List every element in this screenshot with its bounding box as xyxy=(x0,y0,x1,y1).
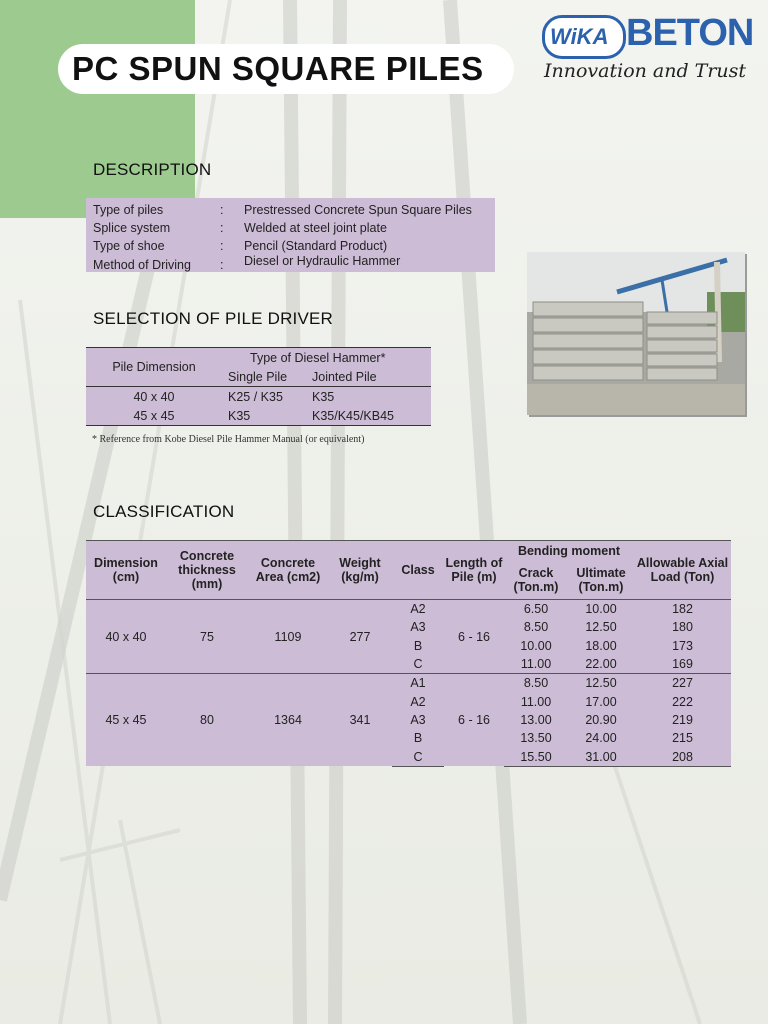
cell-crack: 13.00 xyxy=(504,711,568,729)
page-title: PC SPUN SQUARE PILES xyxy=(72,50,484,87)
driver-col-single: Single Pile xyxy=(228,369,288,384)
cell-area: 1109 xyxy=(248,600,328,674)
stacked-piles-photo xyxy=(527,252,745,415)
cell-ultimate: 31.00 xyxy=(568,747,634,766)
header-ultimate: Ultimate (Ton.m) xyxy=(568,561,634,600)
driver-col-dimension: Pile Dimension xyxy=(86,348,222,387)
cell-crack: 13.50 xyxy=(504,729,568,747)
description-sep: : xyxy=(220,258,224,272)
cell-crack: 10.00 xyxy=(504,637,568,655)
cell-area: 1364 xyxy=(248,674,328,766)
driver-row xyxy=(86,406,431,426)
driver-cell-jointed: K35 xyxy=(309,387,431,407)
cell-axial: 180 xyxy=(634,618,731,636)
cell-ultimate: 10.00 xyxy=(568,600,634,619)
classification-header-row xyxy=(86,541,731,562)
cell-axial: 169 xyxy=(634,655,731,674)
cell-class: A3 xyxy=(392,711,444,729)
cell-ultimate: 20.90 xyxy=(568,711,634,729)
cell-length: 6 - 16 xyxy=(444,600,504,674)
table-row xyxy=(86,674,731,693)
cell-ultimate: 12.50 xyxy=(568,618,634,636)
description-sep: : xyxy=(220,221,224,235)
stacked-piles-image xyxy=(527,252,745,415)
header-axial: Allowable Axial Load (Ton) xyxy=(634,541,731,600)
driver-col-type: Type of Diesel Hammer* xyxy=(222,348,431,368)
logo-tagline: Innovation and Trust xyxy=(544,60,747,82)
section-title-classification: CLASSIFICATION xyxy=(93,502,235,521)
description-sep: : xyxy=(220,203,224,217)
wika-beton-logo xyxy=(540,12,762,92)
header-thickness: Concrete thickness (mm) xyxy=(166,541,248,600)
cell-class: A2 xyxy=(392,600,444,619)
cell-dimension: 45 x 45 xyxy=(86,674,166,766)
header-length: Length of Pile (m) xyxy=(444,541,504,600)
driver-row xyxy=(86,387,431,407)
classification-table-wrap xyxy=(86,540,731,767)
description-key: Type of piles xyxy=(93,203,164,217)
header-bending: Bending moment xyxy=(504,541,634,562)
logo-brand-text: BETON xyxy=(626,12,754,54)
driver-cell-dim: 45 x 45 xyxy=(86,406,222,426)
driver-cell-jointed: K35/K45/KB45 xyxy=(309,406,431,426)
driver-header-row xyxy=(86,348,431,368)
cell-class: A2 xyxy=(392,692,444,710)
description-value: Prestressed Concrete Spun Square Piles xyxy=(244,203,472,217)
driver-cell-single: K35 xyxy=(222,406,309,426)
cell-ultimate: 12.50 xyxy=(568,674,634,693)
cell-weight: 277 xyxy=(328,600,392,674)
cell-class: A1 xyxy=(392,674,444,693)
footnote: * Reference from Kobe Diesel Pile Hammer Manual (or equivalent) xyxy=(92,434,365,445)
cell-ultimate: 22.00 xyxy=(568,655,634,674)
driver-cell-single: K25 / K35 xyxy=(222,387,309,407)
cell-class: C xyxy=(392,747,444,766)
cell-length: 6 - 16 xyxy=(444,674,504,766)
description-box xyxy=(86,198,495,272)
cell-axial: 182 xyxy=(634,600,731,619)
description-key: Splice system xyxy=(93,221,171,235)
cell-ultimate: 18.00 xyxy=(568,637,634,655)
cell-ultimate: 17.00 xyxy=(568,692,634,710)
logo-wika-text: WiKA xyxy=(550,24,609,49)
section-title-description: DESCRIPTION xyxy=(93,160,212,179)
driver-cell-dim: 40 x 40 xyxy=(86,387,222,407)
description-value: Pencil (Standard Product) xyxy=(244,239,388,253)
cell-crack: 11.00 xyxy=(504,692,568,710)
description-key: Method of Driving xyxy=(93,258,191,272)
pile-driver-table xyxy=(86,347,431,426)
cell-crack: 8.50 xyxy=(504,674,568,693)
section-title-driver: SELECTION OF PILE DRIVER xyxy=(93,309,334,328)
cell-class: A3 xyxy=(392,618,444,636)
description-value: Welded at steel joint plate xyxy=(244,221,387,235)
classification-table xyxy=(86,540,731,767)
green-accent-block xyxy=(0,0,195,218)
cell-weight: 341 xyxy=(328,674,392,766)
header-area: Concrete Area (cm2) xyxy=(248,541,328,600)
description-value: Diesel or Hydraulic Hammer xyxy=(244,254,401,268)
cell-axial: 222 xyxy=(634,692,731,710)
cell-thickness: 75 xyxy=(166,600,248,674)
cell-axial: 227 xyxy=(634,674,731,693)
cell-crack: 6.50 xyxy=(504,600,568,619)
header-weight: Weight (kg/m) xyxy=(328,541,392,600)
cell-dimension: 40 x 40 xyxy=(86,600,166,674)
cell-ultimate: 24.00 xyxy=(568,729,634,747)
driver-col-jointed: Jointed Pile xyxy=(312,369,377,384)
cell-class: C xyxy=(392,655,444,674)
cell-axial: 215 xyxy=(634,729,731,747)
cell-crack: 15.50 xyxy=(504,747,568,766)
pile-driver-table-wrap xyxy=(86,347,431,426)
cell-axial: 219 xyxy=(634,711,731,729)
cell-axial: 208 xyxy=(634,747,731,766)
cell-class: B xyxy=(392,729,444,747)
cell-axial: 173 xyxy=(634,637,731,655)
table-row xyxy=(86,600,731,619)
description-key: Type of shoe xyxy=(93,239,165,253)
header-dimension: Dimension (cm) xyxy=(86,541,166,600)
cell-crack: 8.50 xyxy=(504,618,568,636)
cell-class: B xyxy=(392,637,444,655)
description-sep: : xyxy=(220,239,224,253)
cell-thickness: 80 xyxy=(166,674,248,766)
header-class: Class xyxy=(392,541,444,600)
cell-crack: 11.00 xyxy=(504,655,568,674)
header-crack: Crack (Ton.m) xyxy=(504,561,568,600)
